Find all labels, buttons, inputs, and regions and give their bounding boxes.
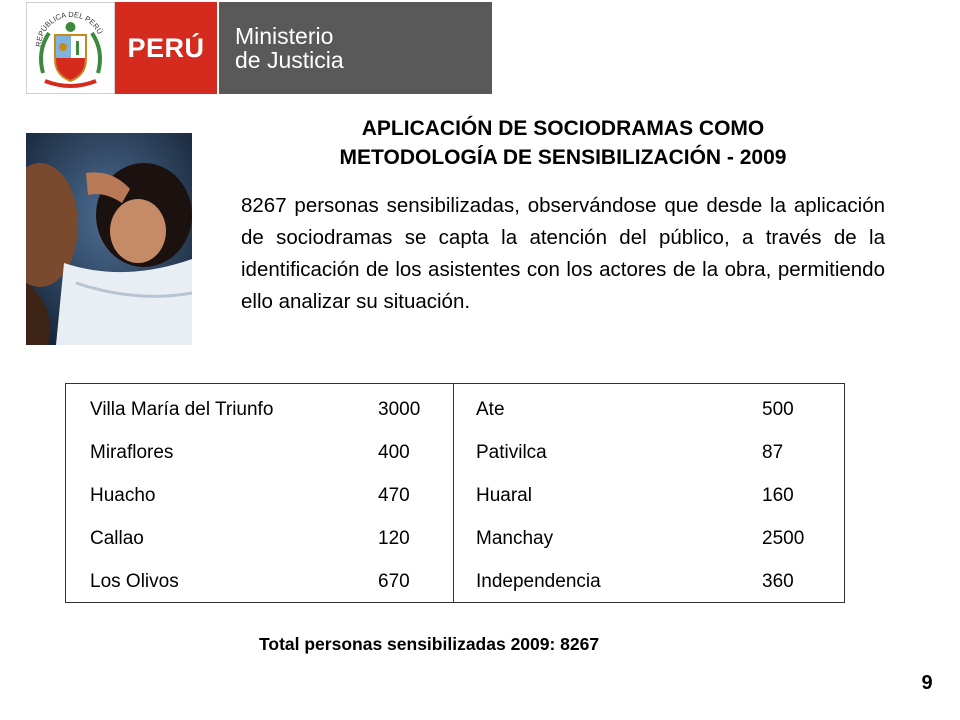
district-count: 470 <box>378 485 410 506</box>
district-name: Los Olivos <box>90 571 179 592</box>
district-name: Callao <box>90 528 144 549</box>
district-name: Huaral <box>476 485 532 506</box>
district-name: Independencia <box>476 571 601 592</box>
district-name: Miraflores <box>90 442 174 463</box>
district-name: Manchay <box>476 528 554 549</box>
district-count: 360 <box>762 571 794 592</box>
district-name: Huacho <box>90 485 156 506</box>
table-right-column <box>454 384 844 602</box>
coat-of-arms-seal <box>26 2 115 94</box>
table-row <box>90 525 450 553</box>
districts-table <box>65 383 845 603</box>
summary-paragraph: 8267 personas sensibilizadas, observándose que desde la aplicación de sociodramas se capta la atención del público, a través de la identificación de los asistentes con los actores de la obra, permitiendo ello analizar su situación. <box>241 194 885 313</box>
slide-title <box>236 114 890 172</box>
page-number: 9 <box>921 672 933 694</box>
district-count: 87 <box>762 442 784 463</box>
district-name: Villa María del Triunfo <box>90 399 274 420</box>
domestic-violence-photo <box>26 133 192 345</box>
table-row <box>90 396 450 424</box>
table-row <box>476 482 846 510</box>
district-count: 120 <box>378 528 410 549</box>
ministry-logo-banner <box>26 2 492 94</box>
title-line1: APLICACIÓN DE SOCIODRAMAS COMO <box>361 117 765 140</box>
table-row <box>90 439 450 467</box>
country-name-box <box>115 2 217 94</box>
table-row <box>476 396 846 424</box>
district-count: 670 <box>378 571 410 592</box>
table-row <box>476 568 846 596</box>
title-line2: METODOLOGÍA DE SENSIBILIZACIÓN - 2009 <box>339 146 787 169</box>
district-count: 500 <box>762 399 794 420</box>
table-left-column <box>66 384 454 602</box>
district-count: 400 <box>378 442 410 463</box>
district-name: Ate <box>476 399 505 420</box>
district-count: 2500 <box>762 528 805 549</box>
ministry-name-line1: Ministerio <box>235 23 334 49</box>
district-name: Pativilca <box>476 442 547 463</box>
total-summary: Total personas sensibilizadas 2009: 8267 <box>259 634 600 654</box>
table-row <box>476 439 846 467</box>
district-count: 160 <box>762 485 794 506</box>
table-row <box>90 568 450 596</box>
ministry-name-box <box>219 2 492 94</box>
ministry-name-line2: de Justicia <box>235 47 344 73</box>
country-name: PERÚ <box>127 32 205 63</box>
table-row <box>476 525 846 553</box>
table-row <box>90 482 450 510</box>
district-count: 3000 <box>378 399 421 420</box>
svg-text:REPÚBLICA DEL PERÚ: REPÚBLICA DEL PERÚ <box>33 9 105 48</box>
